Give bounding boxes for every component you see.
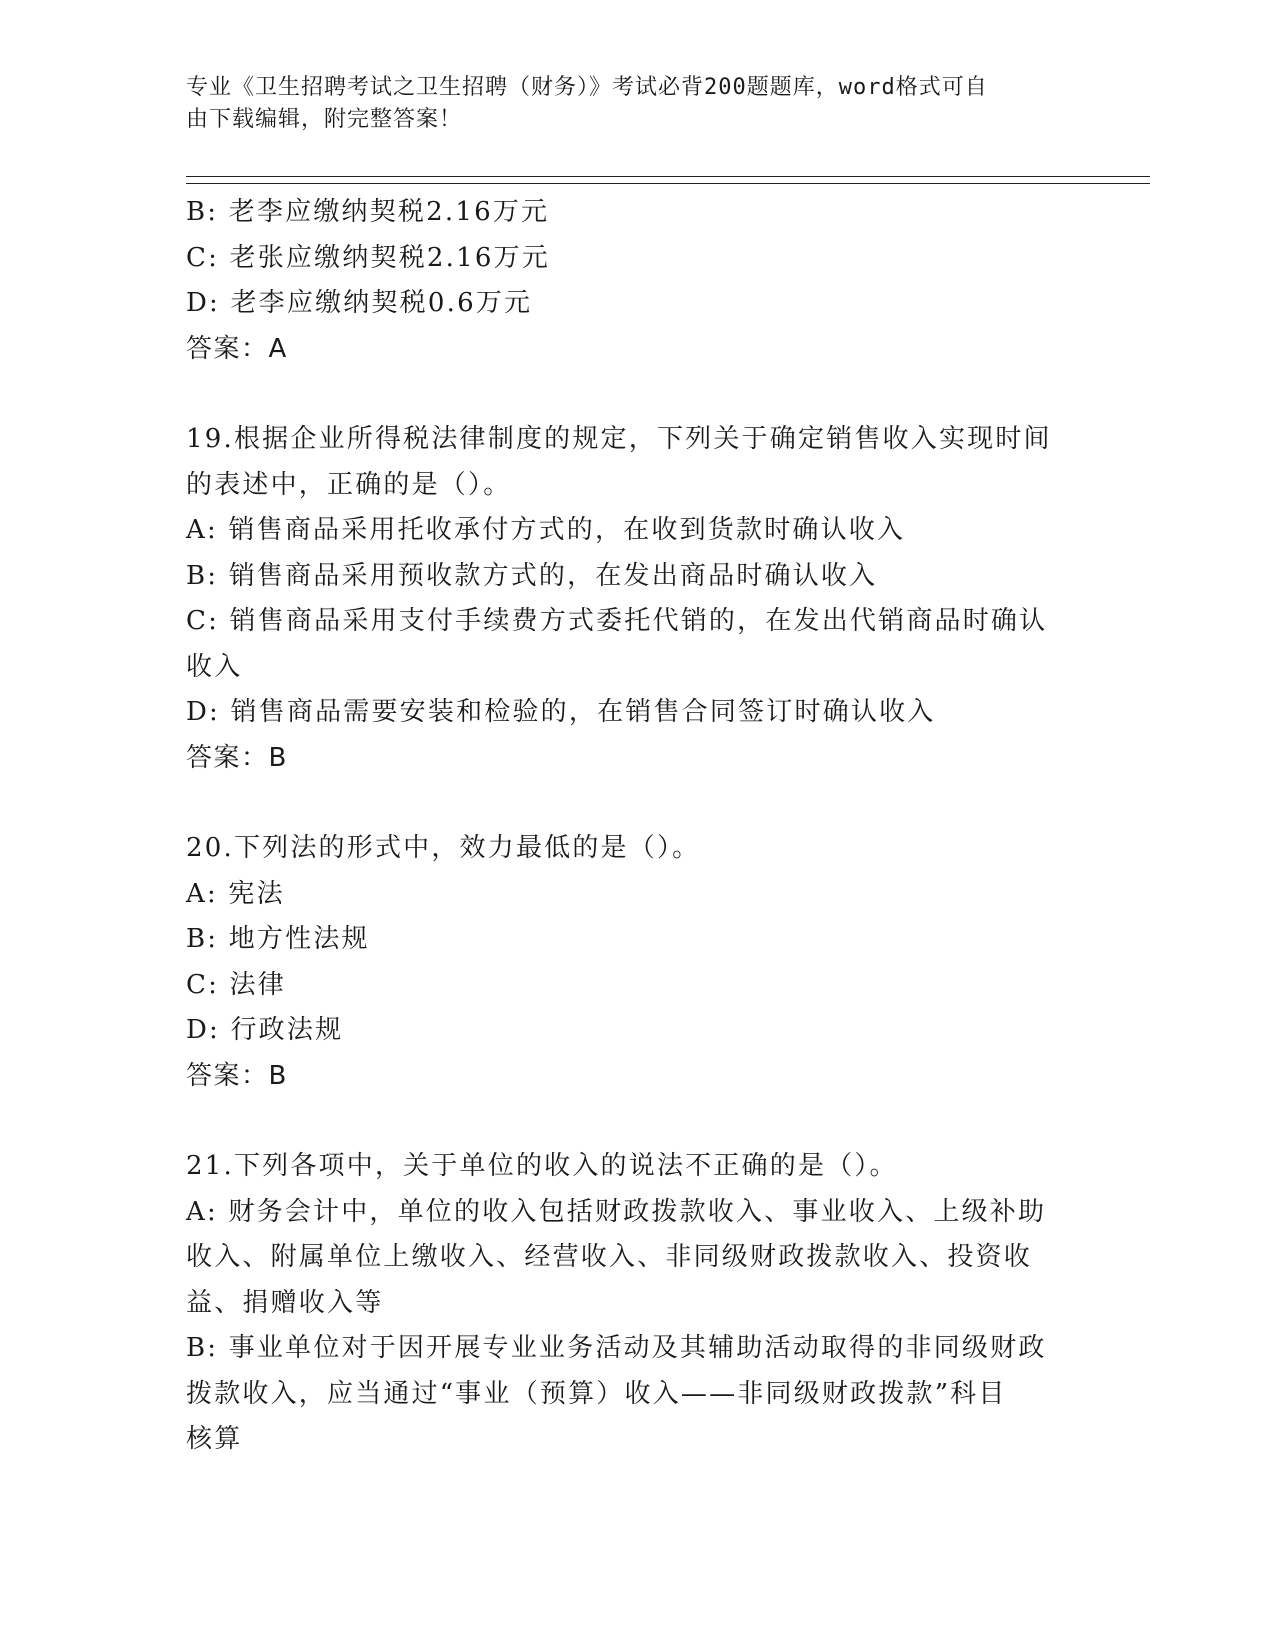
option-line: A: 销售商品采用托收承付方式的，在收到货款时确认收入 — [186, 515, 906, 545]
header-double-rule — [186, 176, 1150, 184]
option-line: C: 销售商品采用支付手续费方式委托代销的，在发出代销商品时确认 — [186, 606, 1048, 636]
option-line: D: 行政法规 — [186, 1015, 344, 1045]
question-stem-line: 20.下列法的形式中，效力最低的是（）。 — [186, 833, 701, 863]
question-18-tail — [186, 190, 1076, 372]
option-line: 益、捐赠收入等 — [186, 1287, 384, 1318]
answer-line: 答案：A — [186, 333, 288, 364]
question-20 — [186, 826, 1076, 1099]
option-line: B: 地方性法规 — [186, 924, 370, 954]
option-line: 拨款收入，应当通过“事业（预算）收入——非同级财政拨款”科目 — [186, 1378, 1007, 1409]
header-line-1: 专业《卫生招聘考试之卫生招聘（财务）》考试必背200题题库，word格式可自 — [186, 75, 988, 100]
question-21 — [186, 1144, 1076, 1463]
option-line: 核算 — [186, 1424, 243, 1454]
question-stem-line: 21.下列各项中，关于单位的收入的说法不正确的是（）。 — [186, 1151, 898, 1181]
option-line: C: 法律 — [186, 969, 286, 1000]
option-line: B: 销售商品采用预收款方式的，在发出商品时确认收入 — [186, 560, 878, 591]
answer-line: 答案：B — [186, 1060, 288, 1091]
question-stem-line: 的表述中，正确的是（）。 — [186, 469, 512, 500]
answer-line: 答案：B — [186, 742, 288, 773]
option-line: A: 宪法 — [186, 878, 285, 909]
question-19 — [186, 417, 1076, 781]
page-header — [186, 72, 1066, 136]
option-line: 收入、附属单位上缴收入、经营收入、非同级财政拨款收入、投资收 — [186, 1242, 1033, 1272]
option-line: D: 老李应缴纳契税0.6万元 — [186, 288, 533, 318]
option-line: D: 销售商品需要安装和检验的，在销售合同签订时确认收入 — [186, 697, 936, 727]
option-line: 收入 — [186, 651, 243, 682]
option-line: B: 事业单位对于因开展专业业务活动及其辅助活动取得的非同级财政 — [186, 1333, 1047, 1363]
document-body — [186, 190, 1076, 1463]
option-line: B: 老李应缴纳契税2.16万元 — [186, 197, 550, 227]
option-line: C: 老张应缴纳契税2.16万元 — [186, 242, 551, 273]
question-stem-line: 19.根据企业所得税法律制度的规定，下列关于确定销售收入实现时间 — [186, 424, 1052, 454]
header-line-2: 由下载编辑，附完整答案！ — [186, 107, 463, 132]
option-line: A: 财务会计中，单位的收入包括财政拨款收入、事业收入、上级补助 — [186, 1196, 1047, 1227]
